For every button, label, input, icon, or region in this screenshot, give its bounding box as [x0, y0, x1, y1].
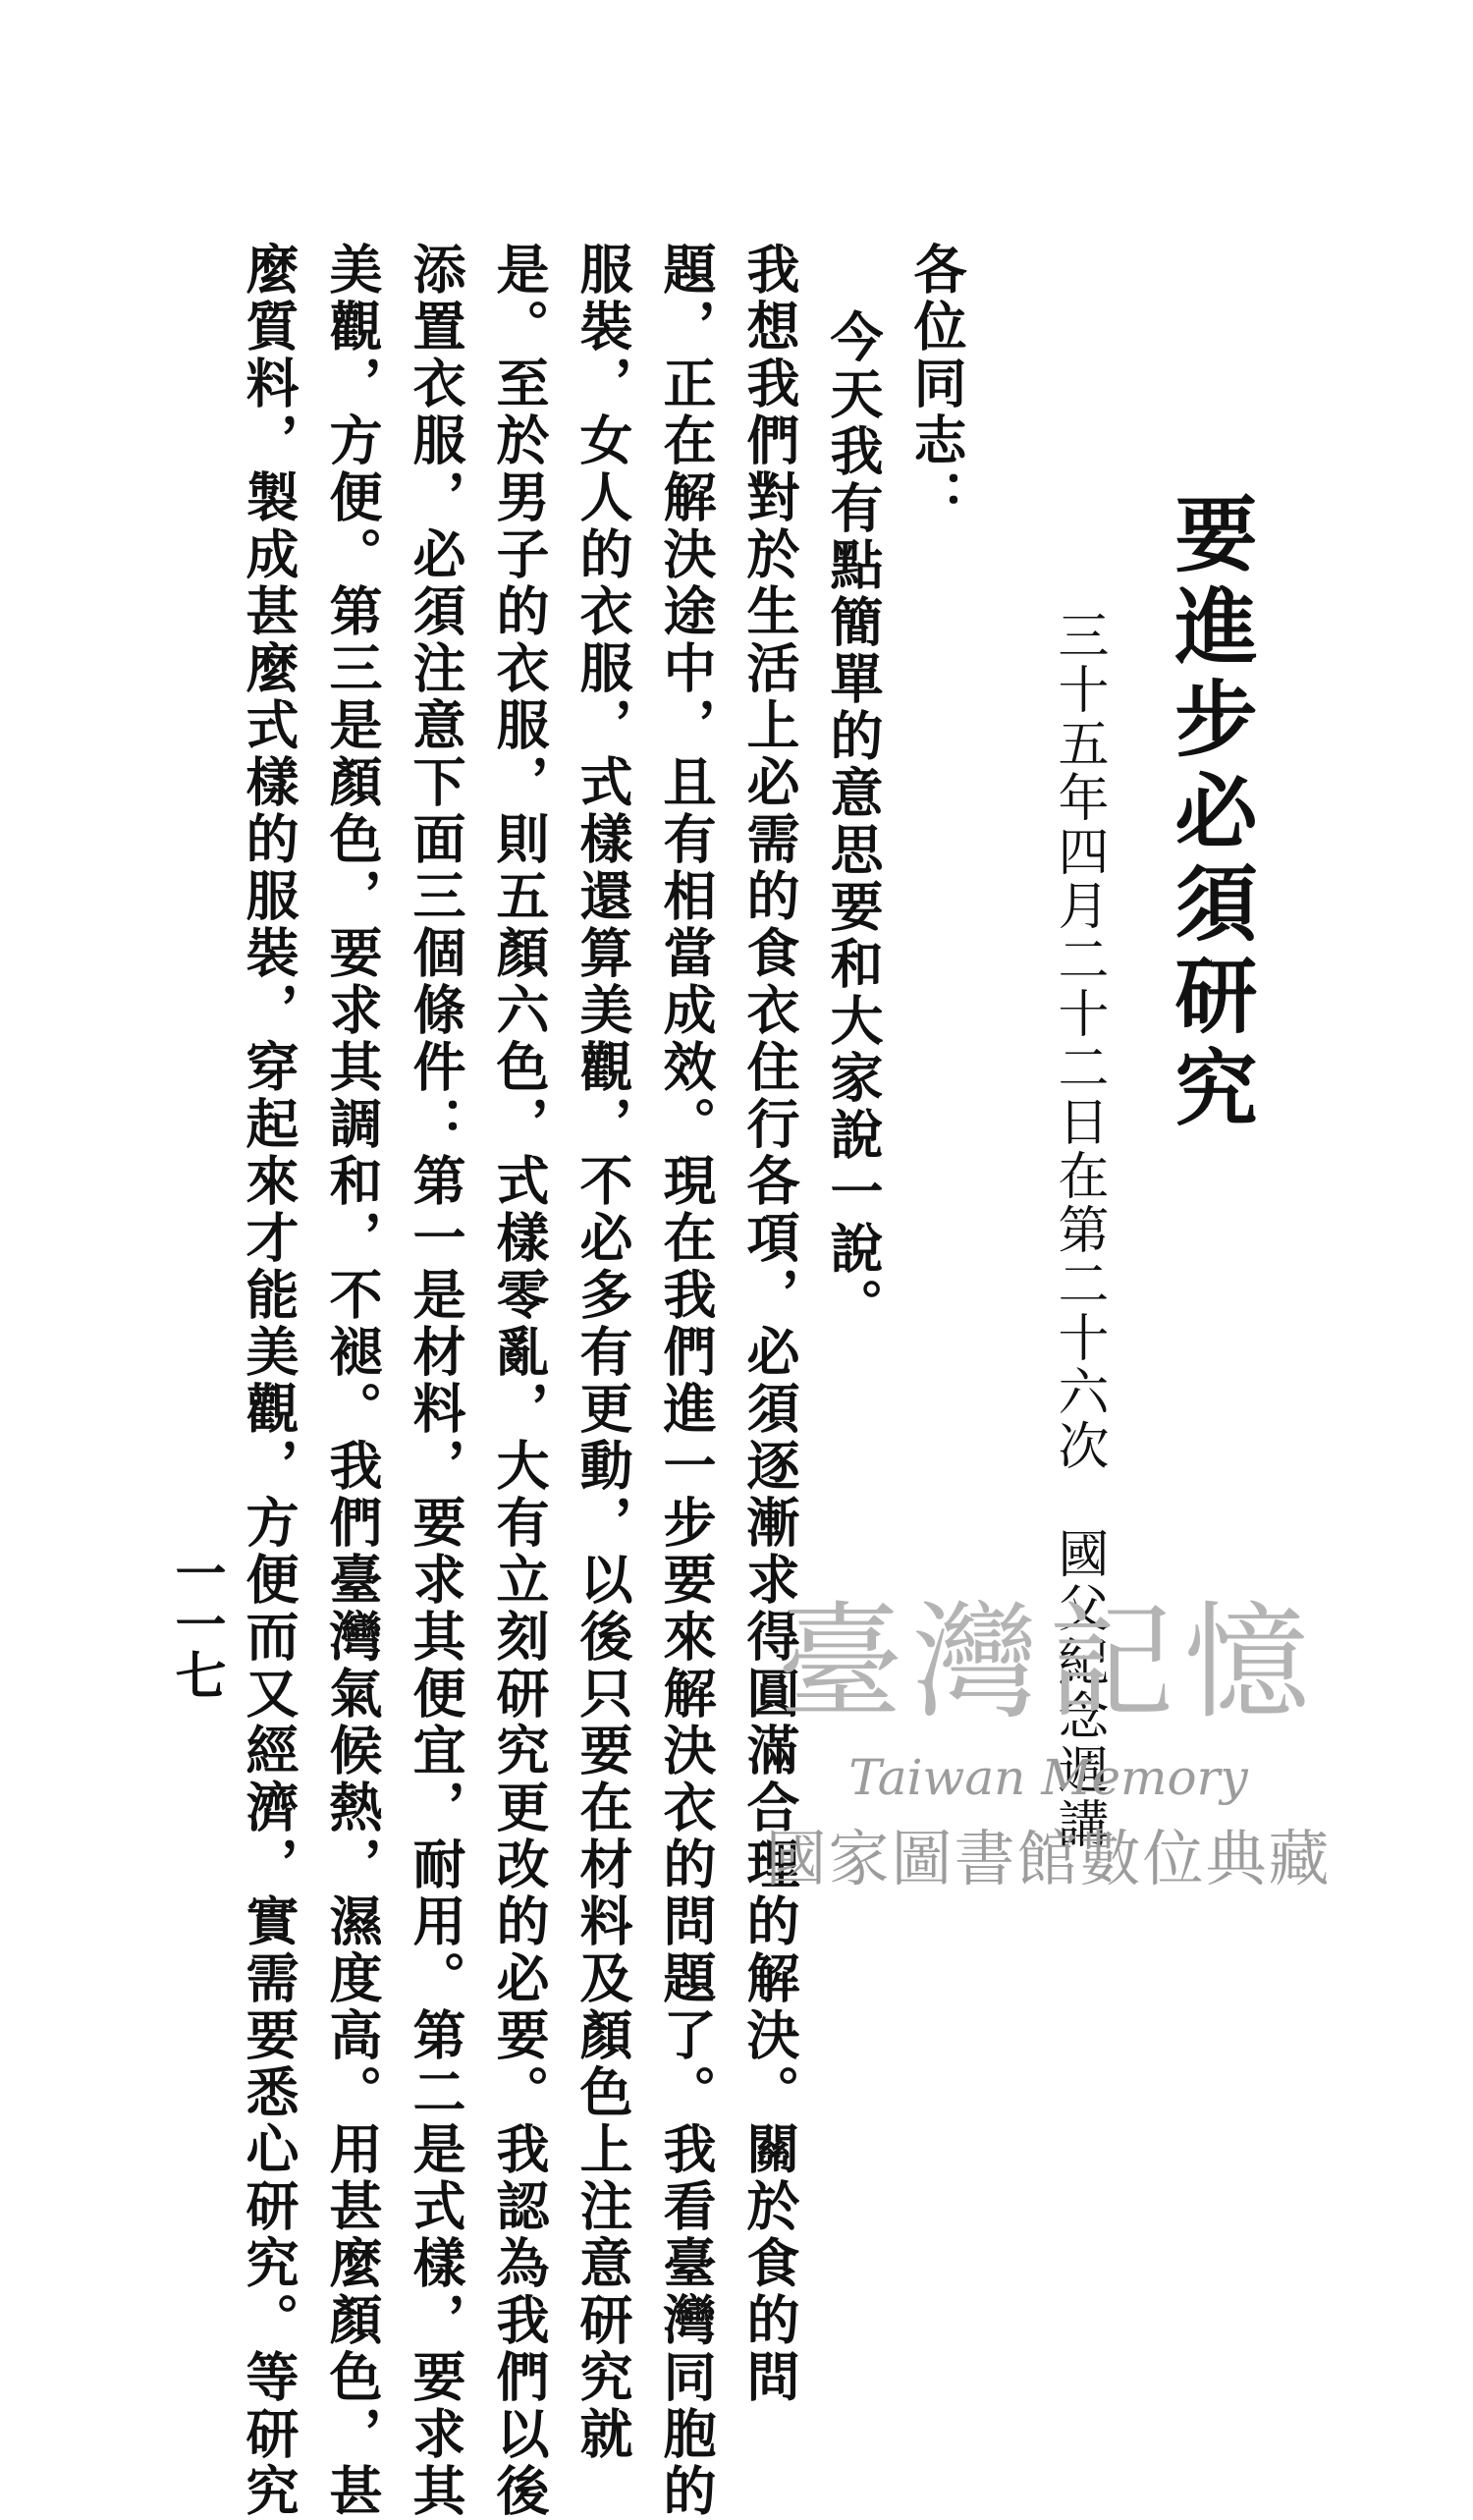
page-number: 一一七	[166, 1547, 226, 1700]
body-line-3: 題，正在解決途中，且有相當成效。現在我們進一步要來解決衣的問題了。我看臺灣同胞的	[655, 242, 718, 2520]
body-line-7: 美觀，方便。第三是顏色，要求其調和，不褪。我們臺灣氣候熱，濕度高。用甚麼顏色，甚	[321, 242, 384, 2520]
body-line-8: 麼質料，製成甚麼式樣的服裝，穿起來才能美觀，方便而又經濟，實需要悉心研究。等研究	[238, 242, 300, 2520]
body-line-6: 添置衣服，必須注意下面三個條件：第一是材料，要求其便宜，耐用。第二是式樣，要求其	[405, 242, 467, 2520]
body-line-5: 是。至於男子的衣服，則五顏六色，式樣零亂，大有立刻研究更改的必要。我認為我們以後	[488, 242, 551, 2520]
watermark-chinese: 臺灣記憶	[777, 1590, 1320, 1736]
page-title: 要進步必須研究	[1162, 491, 1259, 1137]
page-subtitle: 三十五年四月二十二日在第二十六次 國父紀念週講	[1049, 609, 1108, 1851]
watermark-english: Taiwan Memory	[848, 1749, 1248, 1806]
watermark-library: 國家圖書館數位典藏	[765, 1823, 1332, 1894]
body-line-2: 我想我們對於生活上必需的食衣住行各項，必須逐漸求得圓滿合理的解決。關於食的問	[738, 242, 801, 2406]
body-line-1: 今天我有點簡單的意思要和大家說一說。	[822, 309, 885, 1335]
body-line-4: 服裝，女人的衣服，式樣還算美觀，不必多有更動，以後只要在材料及顏色上注意研究就	[572, 242, 634, 2463]
greeting: 各位同志：	[905, 242, 968, 526]
